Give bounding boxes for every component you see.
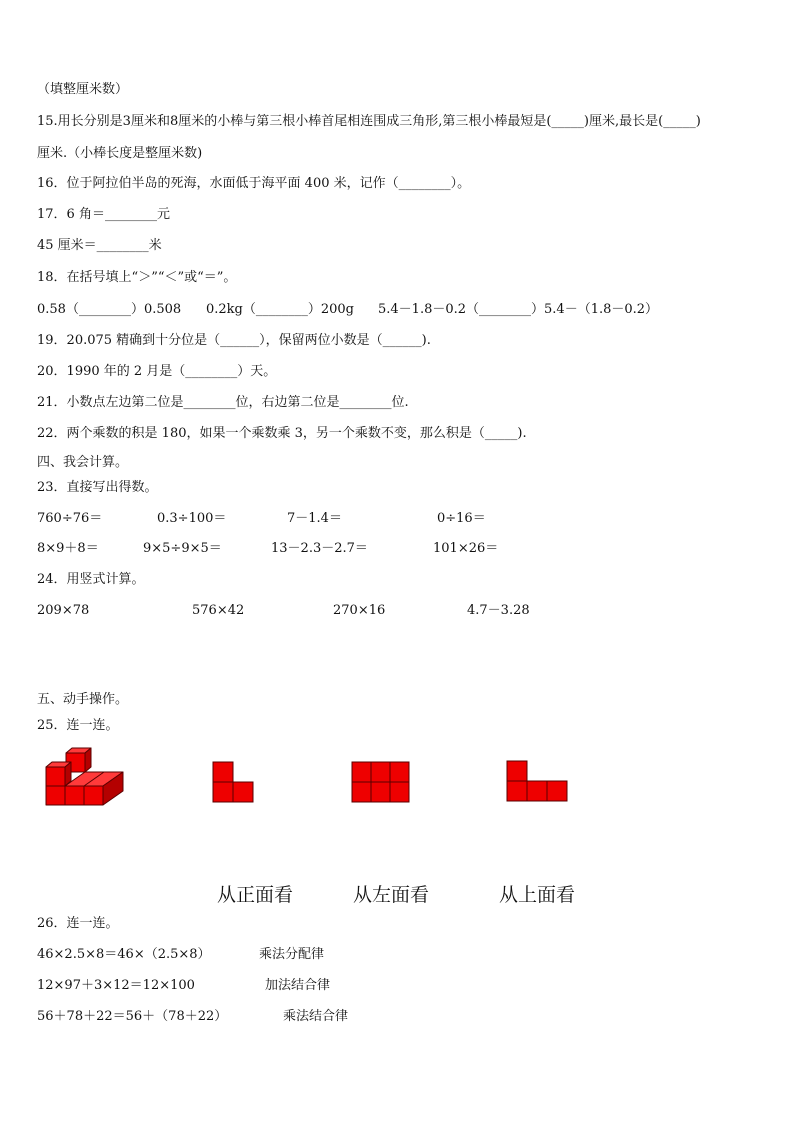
q18-item: 5.4－1.8－0.2（________）5.4－（1.8－0.2） [378,302,659,317]
question-16: 16．位于阿拉伯半岛的死海，水面低于海平面 400 米，记作（________）。 [37,176,471,191]
section-4-heading: 四、我会计算。 [37,455,129,470]
wide-l-shape-view [507,761,571,803]
q23-expression: 101×26＝ [433,541,499,556]
question-17-line2: 45 厘米＝________米 [37,238,162,253]
q26-law: 乘法结合律 [283,1009,349,1024]
q18-item: 0.2kg（________）200g [206,302,355,317]
question-18: 18．在括号填上“＞”“＜”或“＝”。 [37,270,237,285]
question-22: 22．两个乘数的积是 180，如果一个乘数乘 3，另一个乘数不变，那么积是（_____). [37,426,527,441]
question-15-line1: 15.用长分别是3厘米和8厘米的小棒与第三根小棒首尾相连围成三角形,第三根小棒最短是(_____)厘米,最长是(_____) [37,114,701,129]
q24-expression: 4.7－3.28 [467,603,530,618]
question-25: 25．连一连。 [37,718,119,733]
q23-expression: 7－1.4＝ [287,511,342,526]
q26-expression: 46×2.5×8＝46×（2.5×8） [37,947,211,962]
rectangle-grid-view [352,762,414,804]
question-21: 21．小数点左边第二位是________位，右边第二位是________位. [37,395,409,410]
q24-expression: 209×78 [37,603,90,618]
view-label-top: 从上面看 [499,884,576,906]
q23-expression: 760÷76＝ [37,511,103,526]
l-shape-view [213,762,257,804]
q23-expression: 9×5÷9×5＝ [143,541,222,556]
q23-expression: 0÷16＝ [437,511,486,526]
hint-line: （填整厘米数） [37,82,129,97]
q24-expression: 270×16 [333,603,386,618]
section-5-heading: 五、动手操作。 [37,692,129,707]
question-24: 24．用竖式计算。 [37,572,145,587]
q23-expression: 13－2.3－2.7＝ [271,541,368,556]
cube-stack-figure [46,750,126,810]
question-23: 23．直接写出得数。 [37,480,158,495]
q26-expression: 12×97＋3×12＝12×100 [37,978,195,993]
q18-item: 0.58（________）0.508 [37,302,182,317]
q23-expression: 8×9＋8＝ [37,541,99,556]
q24-expression: 576×42 [192,603,245,618]
question-17-line1: 17．6 角＝________元 [37,207,170,222]
question-26: 26．连一连。 [37,916,119,931]
q26-expression: 56＋78＋22＝56＋（78＋22） [37,1009,228,1024]
q26-law: 乘法分配律 [259,947,325,962]
question-15-line2: 厘米.（小棒长度是整厘米数) [37,146,203,161]
q26-law: 加法结合律 [265,978,331,993]
question-20: 20．1990 年的 2 月是（________）天。 [37,364,277,379]
view-label-front: 从正面看 [217,884,294,906]
q23-expression: 0.3÷100＝ [157,511,227,526]
question-19: 19．20.075 精确到十分位是（______），保留两位小数是（______). [37,333,431,348]
view-label-left: 从左面看 [353,884,430,906]
